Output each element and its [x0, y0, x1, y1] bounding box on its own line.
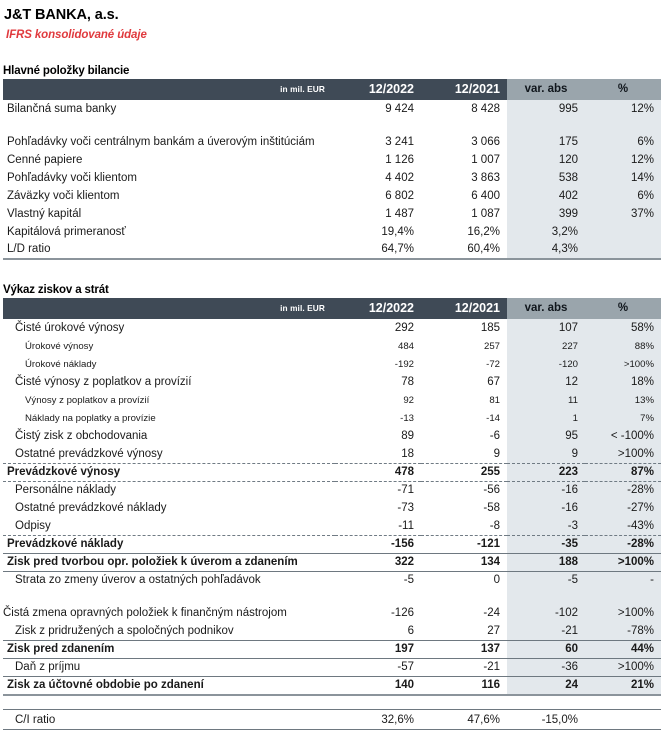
row-abs: -21: [507, 622, 585, 640]
table-row-total: [3, 535, 661, 553]
row-y1: 89: [401, 430, 414, 442]
table-row: [3, 151, 661, 169]
table-row: [3, 622, 661, 640]
row-label: Čistý zisk z obchodovania: [15, 430, 148, 442]
row-label: Bilančná suma banky: [7, 103, 117, 115]
row-y1: 478: [335, 463, 421, 481]
row-abs: 60: [507, 640, 585, 658]
row-abs: -120: [507, 355, 585, 373]
row-y1: -192: [394, 359, 414, 370]
row-abs: 188: [507, 553, 585, 571]
row-abs: 399: [507, 205, 585, 223]
table-row: [3, 445, 661, 463]
row-abs: -16: [507, 481, 585, 499]
column-y1: 12/2022: [335, 298, 421, 319]
row-y2: 3 066: [471, 136, 500, 148]
row-label: Prevádzkové náklady: [3, 535, 335, 553]
table-row: [3, 373, 661, 391]
table-row: [3, 187, 661, 205]
row-abs: -16: [507, 499, 585, 517]
row-abs: -102: [507, 589, 585, 622]
row-y1: 18: [335, 445, 421, 463]
row-y1: 292: [394, 322, 414, 334]
row-pct: 14%: [585, 169, 661, 187]
table-row: [3, 517, 661, 535]
row-pct: 18%: [585, 373, 661, 391]
table-row: [3, 391, 661, 409]
row-abs: 4,3%: [507, 241, 585, 259]
row-pct: >100%: [585, 355, 661, 373]
row-abs: 95: [507, 427, 585, 445]
row-label: Zisk pred tvorbou opr. položiek k úverom a zdanením: [3, 553, 335, 571]
row-pct: -: [585, 571, 661, 589]
row-y1: 32,6%: [335, 709, 421, 729]
table-row: [3, 241, 661, 259]
row-y1: 19,4%: [381, 226, 414, 238]
row-y2: 134: [421, 553, 507, 571]
row-abs: 12: [507, 373, 585, 391]
row-pct: -78%: [585, 622, 661, 640]
row-y2: 27: [487, 624, 500, 637]
column-y1: 12/2022: [335, 79, 421, 100]
row-label: Daň z príjmu: [3, 658, 335, 676]
row-y1: 9 424: [385, 103, 414, 115]
row-label: Personálne náklady: [15, 484, 117, 496]
row-pct: 58%: [585, 319, 661, 337]
row-y2: -6: [489, 430, 500, 442]
row-y2: 6 400: [471, 190, 500, 202]
row-abs: 24: [507, 676, 585, 695]
income-statement-title: Výkaz ziskov a strát: [3, 284, 109, 296]
table-row: [3, 709, 661, 729]
row-y2: 255: [421, 463, 507, 481]
row-abs: -35: [507, 535, 585, 553]
table-row: [3, 409, 661, 427]
row-pct: 12%: [585, 151, 661, 169]
table-row: [3, 481, 661, 499]
spacer: [0, 260, 666, 284]
row-label: Výnosy z poplatkov a provízií: [25, 395, 150, 406]
report-subtitle: IFRS konsolidované údaje: [6, 29, 147, 41]
row-y1: 1 126: [385, 154, 414, 166]
row-label: Zisk pred zdanením: [3, 640, 335, 658]
table-row: [3, 100, 661, 118]
row-y2: 47,6%: [421, 709, 507, 729]
table-row: [3, 571, 661, 589]
column-pct: %: [585, 79, 661, 100]
row-abs: -15,0%: [507, 709, 585, 729]
column-var-abs: var. abs: [507, 79, 585, 100]
row-y1: 6: [407, 624, 414, 637]
row-y2: 137: [421, 640, 507, 658]
row-abs: 995: [507, 100, 585, 118]
table-row: [3, 355, 661, 373]
table-row: [3, 427, 661, 445]
row-y1: 1 487: [385, 208, 414, 220]
row-y2: -56: [483, 484, 500, 496]
row-pct: >100%: [585, 658, 661, 676]
row-y2: 9: [421, 445, 507, 463]
row-y1: -71: [397, 484, 414, 496]
table-row: [3, 658, 661, 676]
row-abs: 538: [507, 169, 585, 187]
row-y2: 0: [493, 574, 500, 586]
row-y2: 3 863: [471, 172, 500, 184]
column-pct: %: [585, 298, 661, 319]
row-pct: >100%: [585, 553, 661, 571]
row-y1: 64,7%: [335, 241, 421, 259]
row-y2: -121: [421, 535, 507, 553]
row-y1: 140: [335, 676, 421, 695]
table-header-row: [3, 298, 661, 319]
row-y1: 92: [403, 395, 414, 406]
row-y1: -126: [390, 607, 414, 619]
income-statement-table: [3, 298, 661, 696]
row-y2: 185: [480, 322, 500, 334]
report-page: [0, 7, 666, 753]
column-unit: in mil. EUR: [3, 79, 335, 100]
row-y2: 81: [489, 395, 500, 406]
balance-sheet-title: Hlavné položky bilancie: [3, 65, 130, 77]
row-y1: 322: [335, 553, 421, 571]
row-pct: 88%: [585, 337, 661, 355]
row-y2: 16,2%: [467, 226, 500, 238]
row-y1: 484: [397, 341, 414, 352]
row-label: Cenné papiere: [7, 154, 83, 166]
row-label: Čisté výnosy z poplatkov a provízií: [15, 376, 192, 388]
table-row: [3, 205, 661, 223]
spacer: [0, 696, 666, 709]
row-y2: 1 007: [471, 154, 500, 166]
row-y1: -156: [335, 535, 421, 553]
row-abs: 11: [507, 391, 585, 409]
row-label: C/I ratio: [3, 709, 335, 729]
row-y2: 8 428: [471, 103, 500, 115]
row-pct: 7%: [585, 409, 661, 427]
column-unit: in mil. EUR: [3, 298, 335, 319]
row-y2: -58: [483, 502, 500, 514]
row-y2: -24: [483, 607, 500, 619]
row-y1: -73: [397, 502, 414, 514]
row-pct: -28%: [585, 535, 661, 553]
row-abs: 9: [507, 445, 585, 463]
column-var-abs: var. abs: [507, 298, 585, 319]
table-row: [3, 499, 661, 517]
row-abs: 227: [507, 337, 585, 355]
row-y1: 6 802: [385, 190, 414, 202]
table-row: [3, 169, 661, 187]
row-pct: -28%: [585, 481, 661, 499]
row-abs: 175: [507, 118, 585, 151]
row-y1: -5: [403, 574, 414, 586]
row-pct: [585, 223, 661, 241]
row-pct: 87%: [585, 463, 661, 481]
row-label: Čistá zmena opravných položiek k finančným nástrojom: [3, 607, 287, 619]
row-abs: 1: [507, 409, 585, 427]
table-row-total: [3, 463, 661, 481]
row-y1: -13: [400, 413, 414, 424]
row-label: Pohľadávky voči klientom: [7, 172, 137, 184]
row-abs: 120: [507, 151, 585, 169]
row-abs: -3: [507, 517, 585, 535]
row-abs: 3,2%: [507, 223, 585, 241]
row-label: Záväzky voči klientom: [7, 190, 120, 202]
ci-ratio-table: [3, 709, 661, 730]
row-abs: 107: [507, 319, 585, 337]
row-y1: 4 402: [385, 172, 414, 184]
row-y1: 3 241: [385, 136, 414, 148]
table-header-row: [3, 79, 661, 100]
table-row-total: [3, 553, 661, 571]
table-row: [3, 337, 661, 355]
row-pct: 37%: [585, 205, 661, 223]
row-pct: < -100%: [585, 427, 661, 445]
row-abs: -36: [507, 658, 585, 676]
row-pct: [585, 241, 661, 259]
row-y2: 1 087: [471, 208, 500, 220]
row-abs: 402: [507, 187, 585, 205]
row-y2: 60,4%: [421, 241, 507, 259]
row-label: Pohľadávky voči centrálnym bankám a úverovým inštitúciám: [7, 136, 315, 148]
row-y1: 78: [401, 376, 414, 388]
row-pct: 44%: [585, 640, 661, 658]
row-pct: >100%: [585, 445, 661, 463]
balance-sheet-table: [3, 79, 661, 260]
table-row: [3, 118, 661, 151]
row-label: Zisk z pridružených a spoločných podnikov: [15, 624, 234, 637]
row-label: Ostatné prevádzkové výnosy: [3, 445, 335, 463]
row-pct: >100%: [585, 589, 661, 622]
row-y1: 197: [335, 640, 421, 658]
table-row-total: [3, 640, 661, 658]
row-y1: -57: [335, 658, 421, 676]
row-label: Odpisy: [3, 517, 335, 535]
column-y2: 12/2021: [421, 79, 507, 100]
row-y2: -21: [421, 658, 507, 676]
row-pct: 6%: [585, 187, 661, 205]
row-pct: 13%: [585, 391, 661, 409]
row-pct: 6%: [585, 118, 661, 151]
row-label: Zisk za účtovné obdobie po zdanení: [3, 676, 335, 695]
row-label: Prevádzkové výnosy: [3, 463, 335, 481]
row-y2: 67: [487, 376, 500, 388]
row-pct: 21%: [585, 676, 661, 695]
row-label: Čisté úrokové výnosy: [15, 322, 125, 334]
row-pct: -43%: [585, 517, 661, 535]
row-pct: [585, 709, 661, 729]
row-label: Ostatné prevádzkové náklady: [15, 502, 167, 514]
row-y2: 257: [483, 341, 500, 352]
row-label: Úrokové výnosy: [25, 341, 94, 352]
row-abs: -5: [507, 571, 585, 589]
row-label: Náklady na poplatky a provízie: [25, 413, 156, 424]
row-label: L/D ratio: [3, 241, 335, 259]
column-y2: 12/2021: [421, 298, 507, 319]
spacer: [0, 41, 666, 65]
row-y1: -11: [335, 517, 421, 535]
row-y2: 116: [421, 676, 507, 695]
company-name: J&T BANKA, a.s.: [4, 7, 119, 23]
row-y2: -8: [421, 517, 507, 535]
table-row: [3, 223, 661, 241]
row-y2: -72: [486, 359, 500, 370]
table-row: [3, 319, 661, 337]
row-pct: 12%: [585, 100, 661, 118]
row-label: Strata zo zmeny úverov a ostatných pohľadávok: [15, 574, 261, 586]
row-abs: 223: [507, 463, 585, 481]
row-pct: -27%: [585, 499, 661, 517]
row-label: Úrokové náklady: [25, 359, 97, 370]
row-label: Vlastný kapitál: [7, 208, 82, 220]
row-y2: -14: [486, 413, 500, 424]
table-row-total: [3, 676, 661, 695]
table-row: [3, 589, 661, 622]
row-label: Kapitálová primeranosť: [7, 226, 126, 238]
